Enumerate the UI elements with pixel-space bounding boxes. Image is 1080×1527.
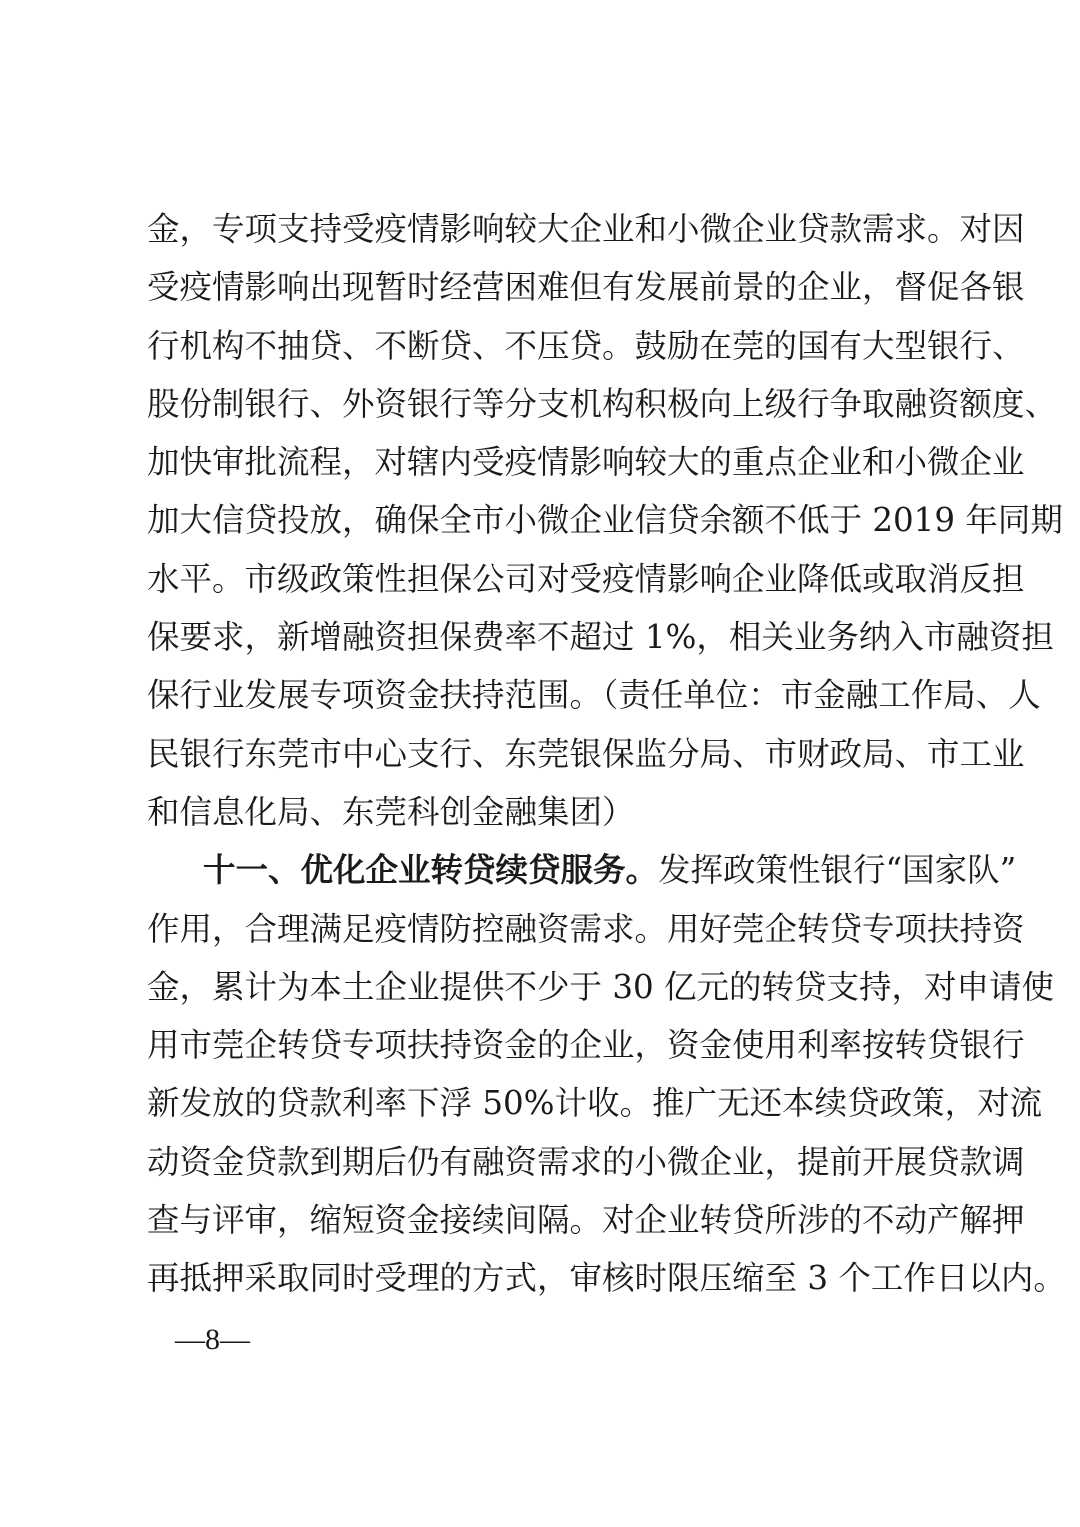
section-11-first-line-text: 发挥政策性银行“国家队” [658,851,1017,890]
text-line: 民银行东莞市中心支行、东莞银保监分局、市财政局、市工业 [147,734,1025,773]
text-line: 查与评审，缩短资金接续间隔。对企业转贷所涉的不动产解押 [147,1201,1025,1240]
text-line: 行机构不抽贷、不断贷、不压贷。鼓励在莞的国有大型银行、 [147,326,1025,365]
text-line: 保要求，新增融资担保费率不超过 1%，相关业务纳入市融资担 [147,618,1054,657]
page-number: —8— [175,1323,250,1356]
text-line: 水平。市级政策性担保公司对受疫情影响企业降低或取消反担 [147,559,1025,598]
text-line: 加大信贷投放，确保全市小微企业信贷余额不低于 2019 年同期 [147,501,1063,540]
text-line: 和信息化局、东莞科创金融集团） [147,792,635,831]
section-11-first-line [147,841,1017,899]
text-line: 动资金贷款到期后仍有融资需求的小微企业，提前开展贷款调 [147,1142,1025,1181]
text-line: 新发放的贷款利率下浮 50%计收。推广无还本续贷政策，对流 [147,1084,1043,1123]
text-line: 金，专项支持受疫情影响较大企业和小微企业贷款需求。对因 [147,210,1025,248]
text-line: 受疫情影响出现暂时经营困难但有发展前景的企业，督促各银 [147,268,1025,307]
document-body [147,200,1066,1308]
text-line: 作用，合理满足疫情防控融资需求。用好莞企转贷专项扶持资 [147,909,1025,948]
text-line: 金，累计为本土企业提供不少于 30 亿元的转贷支持，对申请使 [147,967,1055,1006]
text-line: 股份制银行、外资银行等分支机构积极向上级行争取融资额度、 [147,384,1058,423]
text-line: 加快审批流程，对辖内受疫情影响较大的重点企业和小微企业 [147,443,1025,482]
text-line: 保行业发展专项资金扶持范围。（责任单位：市金融工作局、人 [147,676,1041,715]
text-line: 再抵押采取同时受理的方式，审核时限压缩至 3 个工作日以内。 [147,1259,1066,1298]
text-line: 用市莞企转贷专项扶持资金的企业，资金使用利率按转贷银行 [147,1026,1025,1065]
section-11-heading: 十一、优化企业转贷续贷服务。 [203,851,659,890]
